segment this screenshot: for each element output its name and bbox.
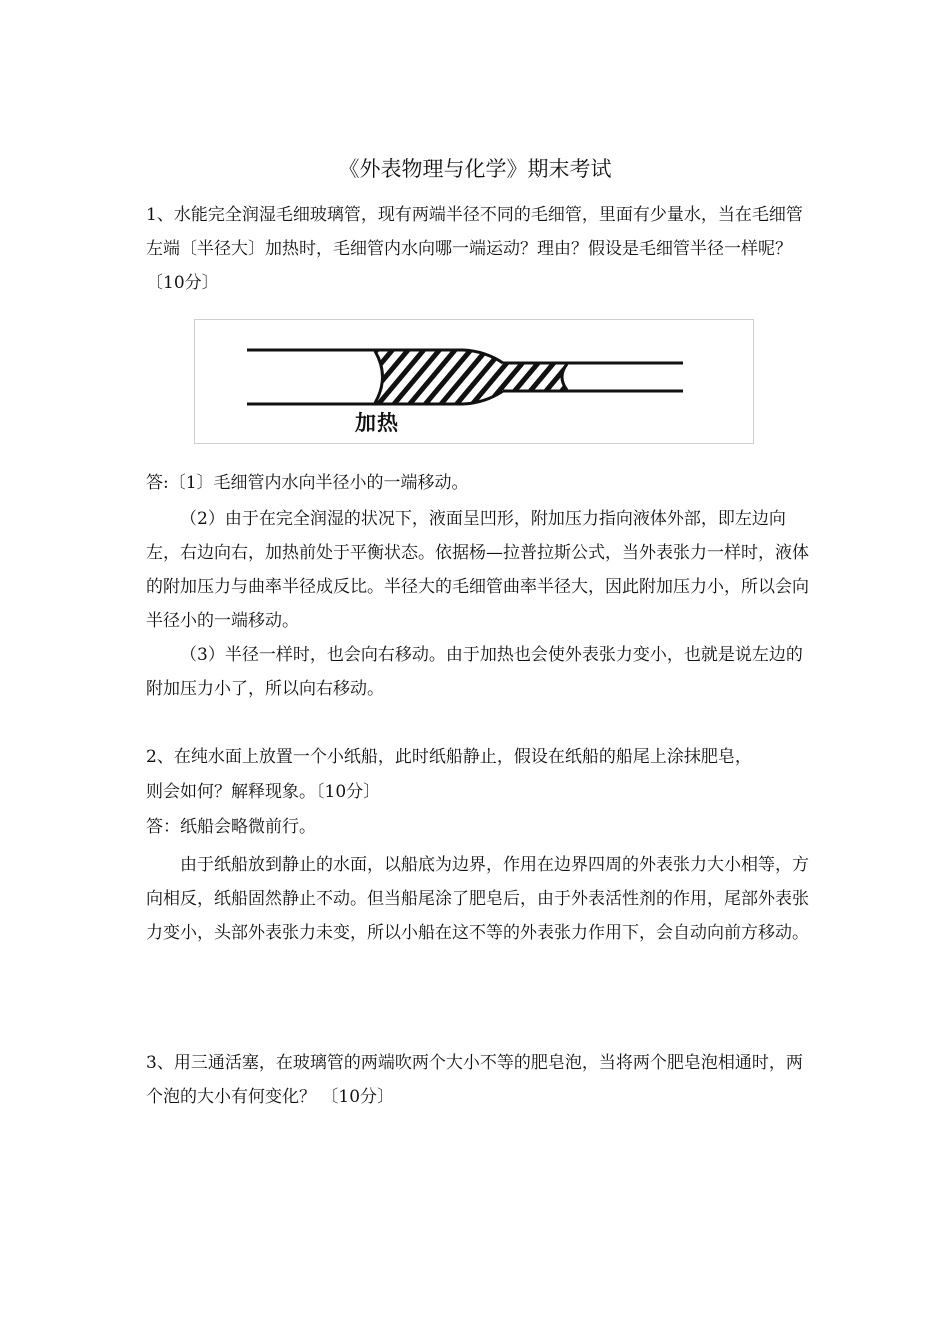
right-meniscus: [562, 364, 567, 390]
page-title: 《外表物理与化学》期末考试: [338, 157, 612, 181]
heating-label: 加热: [355, 411, 399, 435]
answer-2-part-2: 由于纸船放到静止的水面，以船底为边界，作用在边界四周的外表张力大小相等，方向相反，纸船固然静止不动。但当船尾涂了肥皂后，由于外表活性剂的作用，尾部外表张力变小，头部外表张力未变，所以小船在这不等的外表张力作用下，会自动向前方移动。: [146, 855, 809, 943]
answer-1-part-1: 答:〔1〕毛细管内水向半径小的一端移动。: [146, 473, 469, 493]
answer-2-part-1: 答：纸船会略微前行。: [146, 817, 316, 837]
capillary-tube-diagram: [195, 320, 755, 445]
question-3-text: 3、用三通活塞，在玻璃管的两端吹两个大小不等的肥皂泡，当将两个肥皂泡相通时，两个泡的大小有何变化？ 〔10分〕: [146, 1053, 803, 1107]
answer-1-part-2: （2）由于在完全润湿的状况下，液面呈凹形，附加压力指向液体外部，即左边向左，右边向右，加热前处于平衡状态。依据杨—拉普拉斯公式，当外表张力一样时，液体的附加压力与曲率半径成反比。半径大的毛细管曲率半径大，因此附加压力小，所以会向半径小的一端移动。: [146, 509, 809, 631]
question-2-line-2: 则会如何？解释现象。〔10分〕: [146, 782, 381, 802]
question-1-text: 1、水能完全润湿毛细玻璃管，现有两端半径不同的毛细管，里面有少量水，当在毛细管左端〔半径大〕加热时，毛细管内水向哪一端运动？理由？假设是毛细管半径一样呢？〔10分〕: [146, 205, 803, 293]
water-column: [365, 348, 575, 408]
capillary-tube-figure: [194, 319, 754, 444]
answer-1-part-3: （3）半径一样时，也会向右移动。由于加热也会使外表张力变小，也就是说左边的附加压力小了，所以向右移动。: [146, 645, 803, 699]
question-2-line-1: 2、在纯水面上放置一个小纸船，此时纸船静止，假设在纸船的船尾上涂抹肥皂，: [146, 747, 752, 767]
